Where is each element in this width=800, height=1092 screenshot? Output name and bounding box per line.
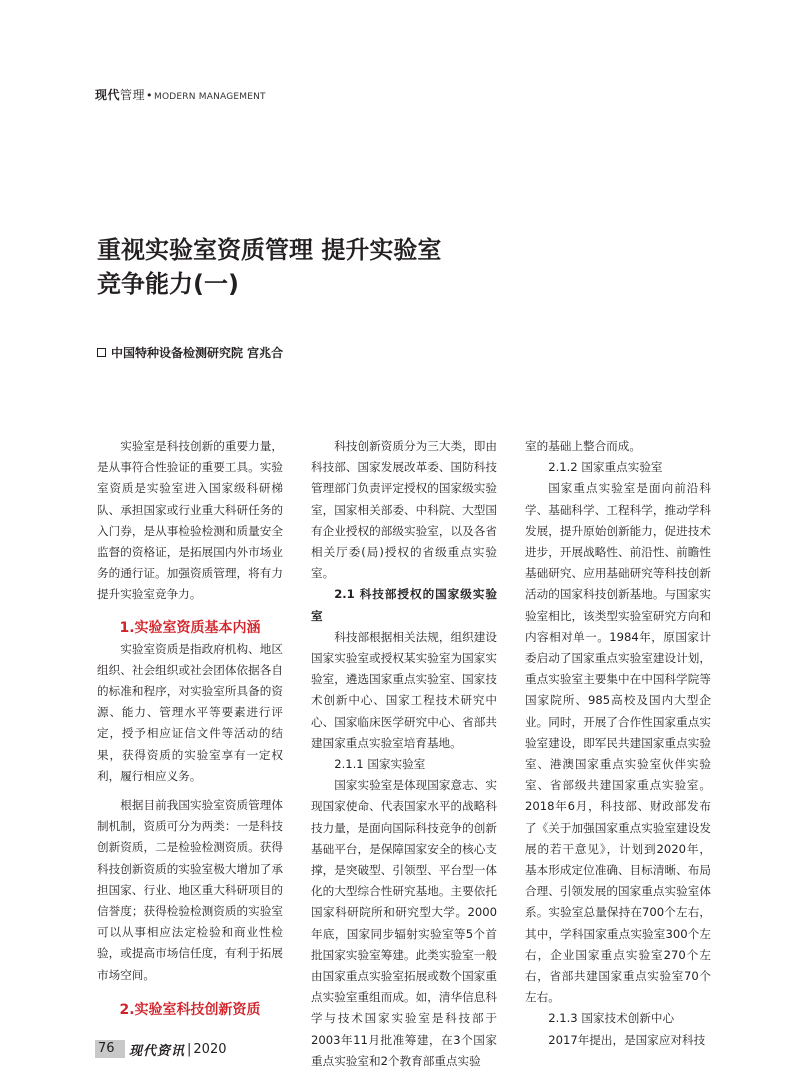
subsection-heading: 2.1 科技部授权的国家级实验室 [311, 587, 497, 623]
paragraph: 国家重点实验室是面向前沿科学、基础科学、工程科学，推动学科发展，提升原始创新能力，促进技术进步，开展战略性、前沿性、前瞻性基础研究、应用基础研究等科技创新活动的国家科技创新基地。与国家实验室相比，该类型实验室研究方向和内容相对单一。1984年，原国家计委启动了国家重点实验室建设计划，重点实验室主要集中在中国科学院等国家院所、985高校及国内大型企业。同时，开展了合作性国家重点实验室建设，即军民共建国家重点实验室、港澳国家重点实验室伙伴实验室、省部级共建国家重点实验室。2018年6月，科技部、财政部发布了《关于加强国家重点实验室建设发展的若干意见》，计划到2020年，基本形成定位准确、目标清晰、布局合理、引领发展的国家重点实验室体系。实验室总量保持在700个左右，其中，学科国家重点实验室300个左右，企业国家重点实验室270个左右，省部共建国家重点实验室70个左右。 [525, 481, 711, 1005]
subsection-heading: 2.1.1 国家实验室 [334, 757, 426, 772]
paragraph: 科技创新资质分为三大类，即由科技部、国家发展改革委、国防科技管理部门负责评定授权的国家级实验室，国家相关部委、中科院、大型国有企业授权的部级实验室，以及各省相关厅委(局)授权的省级重点实验室。 [311, 439, 497, 581]
article-title [97, 233, 597, 301]
paragraph: 实验室资质是指政府机构、地区组织、社会组织或社会团体依据各自的标准和程序，对实验室所具备的资源、能力、管理水平等要素进行评定，授予相应证信文件等活动的结果，获得资质的实验室享有一定权利，履行相应义务。 [97, 641, 283, 783]
journal-name: 现代资讯 [129, 1043, 186, 1059]
author-text: 中国特种设备检测研究院 宫兆合 [111, 346, 284, 360]
author-byline [97, 344, 283, 361]
spacer [97, 606, 283, 618]
paragraph: 实验室是科技创新的重要力量，是从事符合性验证的重要工具。实验室资质是实验室进入国家级科研梯队、承担国家或行业重大科研任务的入门券，是从事检验检测和质量安全监督的资格证，是拓展国内外市场业务的通行证。加强资质管理，将有力提升实验室竞争力。 [97, 439, 283, 602]
subsection-heading: 2.1.3 国家技术创新中心 [548, 1011, 675, 1026]
subsection-heading: 2.1.2 国家重点实验室 [548, 460, 663, 475]
page-footer [95, 1040, 227, 1058]
paragraph: 科技部根据相关法规，组织建设国家实验室或授权某实验室为国家实验室，遴选国家重点实验室、国家技术创新中心、国家工程技术研究中心、国家临床医学研究中心、省部共建国家重点实验室培育基地。 [311, 629, 497, 750]
page-number: 76 [95, 1040, 125, 1058]
header-section-cn: 管理 [120, 88, 146, 102]
paragraph: 2017年提出，是国家应对科技 [548, 1032, 706, 1047]
text-column-2 [311, 436, 497, 1072]
text-column-1 [97, 436, 283, 1021]
paragraph: 根据目前我国实验室资质管理体制机制，资质可分为两类：一是科技创新资质，二是检验检测资质。获得科技创新资质的实验室极大增加了承担国家、行业、地区重大科研项目的信誉度；获得检验检测资质的实验室可以从事相应法定检验和商业性检验，或提高市场信任度，有利于拓展市场空间。 [97, 798, 283, 982]
header-section-en: MODERN MANAGEMENT [154, 92, 266, 102]
spacer [97, 787, 283, 795]
spacer [97, 986, 283, 1000]
title-line-1: 重视实验室资质管理 提升实验室 [97, 236, 442, 264]
issue-year: 2020 [193, 1041, 227, 1057]
running-header [95, 86, 266, 103]
footer-separator: | [187, 1041, 192, 1057]
section-heading-1: 1.实验室资质基本内涵 [119, 619, 261, 636]
square-bullet-icon [97, 348, 106, 357]
section-heading-2: 2.实验室科技创新资质 [119, 1001, 261, 1018]
paragraph: 国家实验室是体现国家意志、实现国家使命、代表国家水平的战略科技力量，是面向国际科技竞争的创新基础平台，是保障国家安全的核心支撑，是突破型、引领型、平台型一体化的大型综合性研究基地。主要依托国家科研院所和研究型大学。2000年底，国家同步辐射实验室等5个首批国家实验室筹建。此类实验室一般由国家重点实验室拓展或数个国家重点实验室重组而成。如，清华信息科学与技术国家实验室是科技部于2003年11月批准筹建，在3个国家重点实验室和2个教育部重点实验 [311, 778, 497, 1068]
text-column-3 [525, 436, 711, 1051]
title-line-2: 竞争能力(一) [97, 270, 239, 298]
header-dot: • [146, 89, 154, 102]
header-section-cn-bold: 现代 [95, 88, 121, 102]
paragraph-continued: 室的基础上整合而成。 [525, 439, 641, 453]
